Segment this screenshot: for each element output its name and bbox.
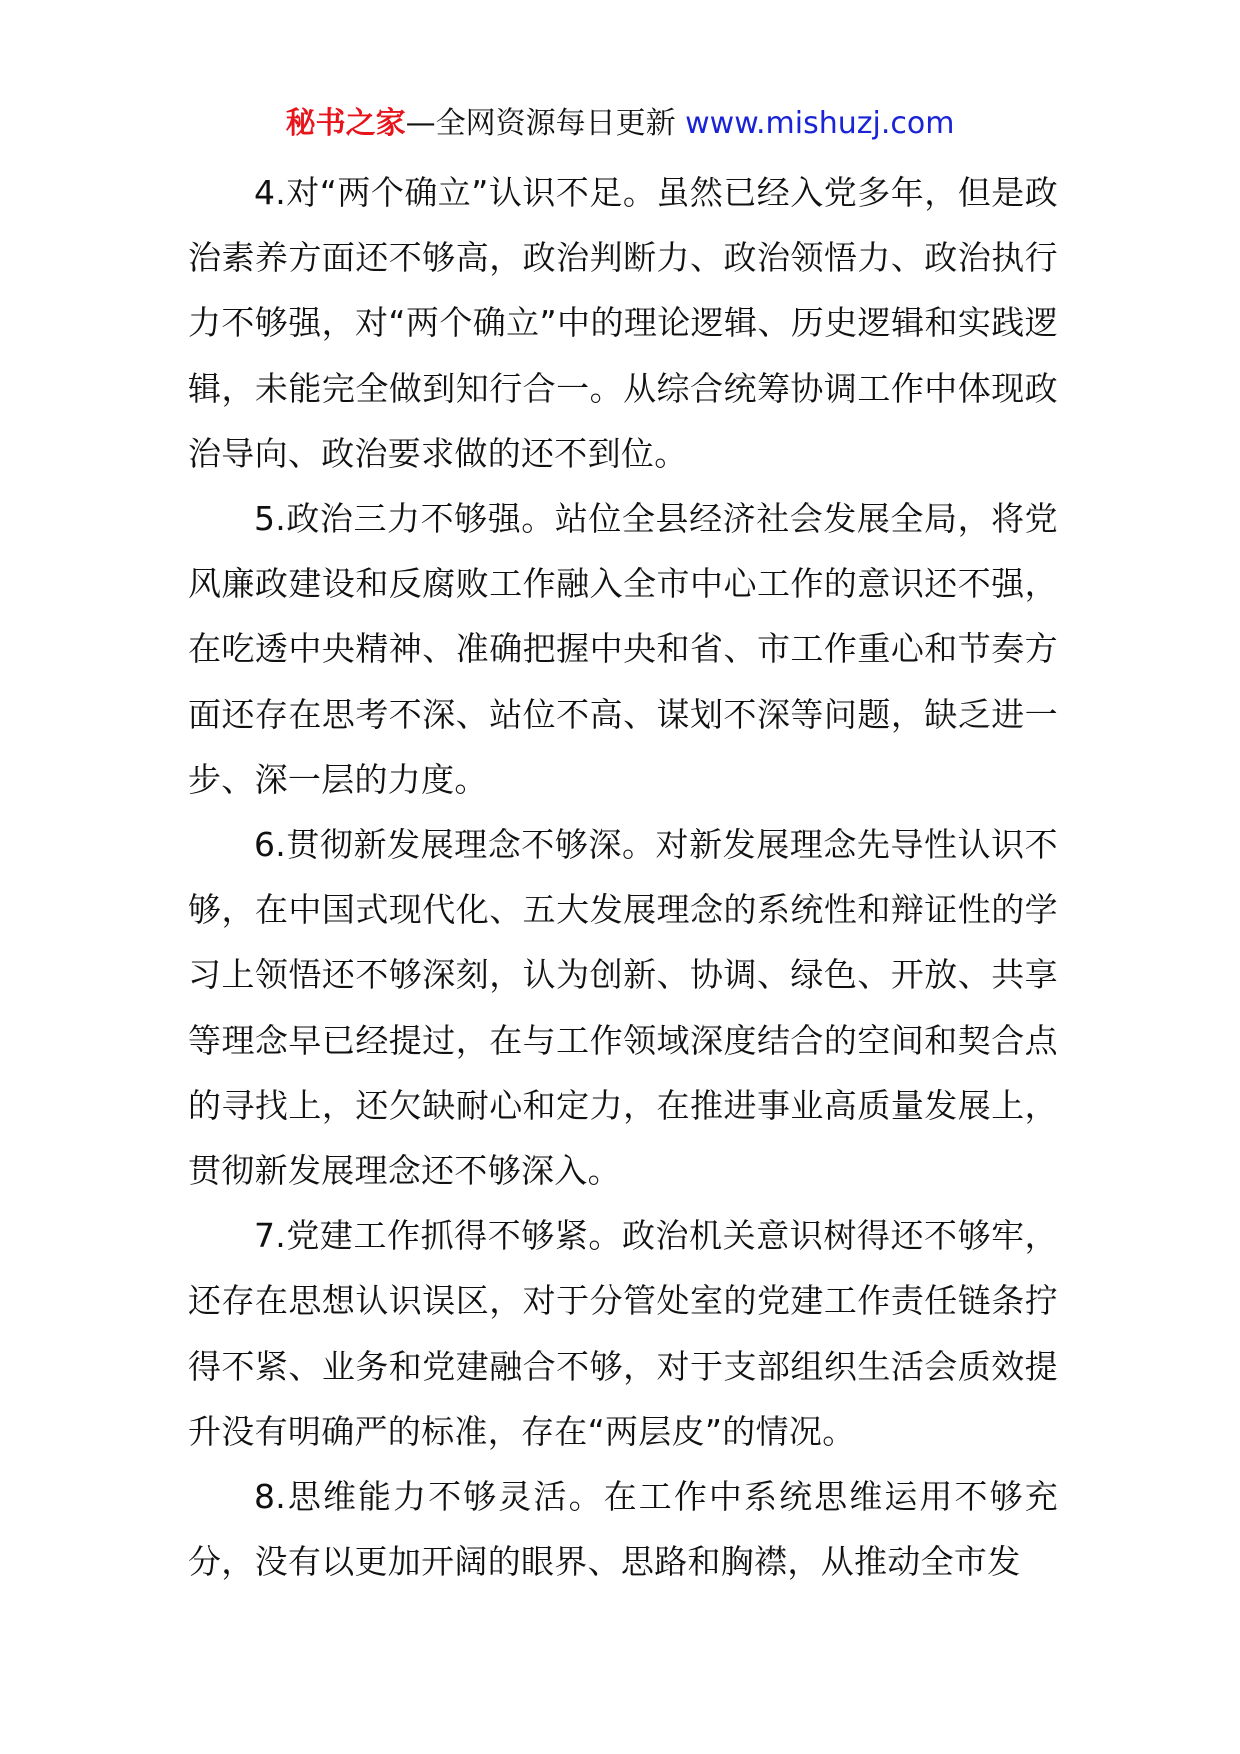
site-url-link[interactable]: www.mishuzj.com [685,106,955,141]
paragraph-item-7: 7.党建工作抓得不够紧。政治机关意识树得还不够牢，还存在思想认识误区，对于分管处室的党建工作责任链条拧得不紧、业务和党建融合不够，对于支部组织生活会质效提升没有明确严的标准，存在“两层皮”的情况。 [188,1216,1058,1451]
paragraph-item-6: 6.贯彻新发展理念不够深。对新发展理念先导性认识不够，在中国式现代化、五大发展理念的系统性和辩证性的学习上领悟还不够深刻，认为创新、协调、绿色、开放、共享等理念早已经提过，在与工作领域深度结合的空间和契合点的寻找上，还欠缺耐心和定力，在推进事业高质量发展上，贯彻新发展理念还不够深入。 [188,825,1058,1191]
paragraph-item-4: 4.对“两个确立”认识不足。虽然已经入党多年，但是政治素养方面还不够高，政治判断力、政治领悟力、政治执行力不够强，对“两个确立”中的理论逻辑、历史逻辑和实践逻辑，未能完全做到知行合一。从综合统筹协调工作中体现政治导向、政治要求做的还不到位。 [188,173,1058,473]
brand-name: 秘书之家 [285,106,406,141]
paragraph-item-8: 8.思维能力不够灵活。在工作中系统思维运用不够充分，没有以更加开阔的眼界、思路和胸襟，从推动全市发 [188,1477,1058,1582]
paragraph-item-5: 5.政治三力不够强。站位全县经济社会发展全局，将党风廉政建设和反腐败工作融入全市中心工作的意识还不强，在吃透中央精神、准确把握中央和省、市工作重心和节奏方面还存在思考不深、站位不高、谋划不深等问题，缺乏进一步、深一层的力度。 [188,499,1058,799]
header-tagline: —全网资源每日更新 [405,106,686,141]
document-body [188,160,1058,1594]
page-header [0,104,1240,144]
